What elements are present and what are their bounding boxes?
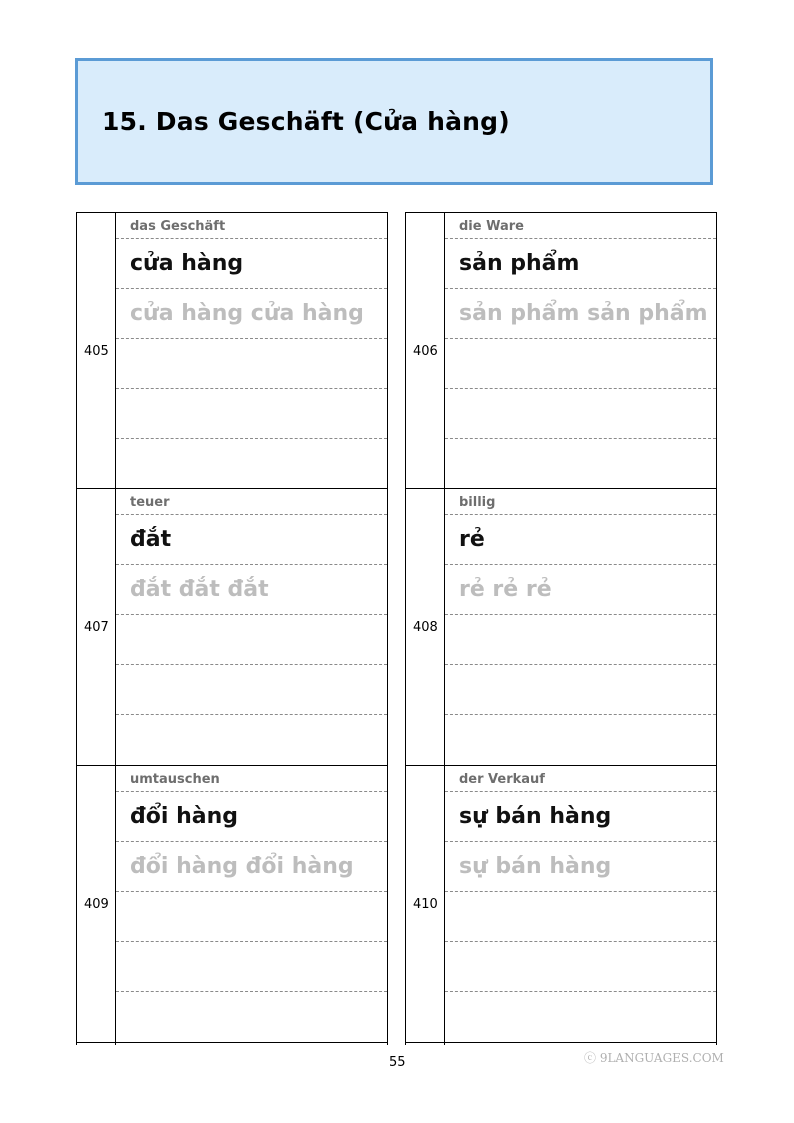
tracing-text: đắt đắt đắt (130, 577, 269, 602)
vietnamese-word: đắt (130, 527, 172, 552)
guide-line (445, 614, 716, 615)
card-number: 408 (413, 620, 438, 635)
number-column (406, 489, 445, 765)
guide-line (445, 841, 716, 842)
guide-line (116, 614, 387, 615)
card-number: 407 (84, 620, 109, 635)
vocab-card (405, 488, 717, 765)
writing-area (116, 489, 387, 765)
crop-tick (405, 1040, 406, 1045)
tracing-text: sản phẩm sản phẩm (459, 301, 708, 326)
card-number: 409 (84, 897, 109, 912)
guide-line (116, 514, 387, 515)
number-column (77, 489, 116, 765)
guide-line (445, 288, 716, 289)
guide-line (445, 891, 716, 892)
guide-line (116, 991, 387, 992)
german-term: umtauschen (130, 772, 220, 787)
card-number: 410 (413, 897, 438, 912)
crop-tick (387, 1040, 388, 1045)
writing-area (445, 766, 716, 1042)
vocab-card (405, 765, 717, 1043)
german-term: teuer (130, 495, 170, 510)
number-column (406, 213, 445, 489)
tracing-text: sự bán hàng (459, 854, 612, 879)
vietnamese-word: rẻ (459, 527, 485, 552)
guide-line (116, 791, 387, 792)
guide-line (116, 891, 387, 892)
guide-line (445, 388, 716, 389)
writing-area (445, 489, 716, 765)
writing-area (445, 213, 716, 489)
guide-line (445, 238, 716, 239)
guide-line (116, 288, 387, 289)
crop-tick (716, 1040, 717, 1045)
crop-tick (444, 1040, 445, 1045)
german-term: das Geschäft (130, 219, 226, 234)
guide-line (445, 941, 716, 942)
tracing-text: đổi hàng đổi hàng (130, 854, 354, 879)
vocab-card (405, 212, 717, 489)
page-title: 15. Das Geschäft (Cửa hàng) (102, 107, 510, 136)
guide-line (445, 714, 716, 715)
vietnamese-word: sự bán hàng (459, 804, 612, 829)
writing-area (116, 213, 387, 489)
vocab-card (76, 212, 388, 489)
guide-line (116, 438, 387, 439)
german-term: billig (459, 495, 496, 510)
vietnamese-word: cửa hàng (130, 251, 244, 276)
title-banner (75, 58, 713, 185)
copyright-notice: ⓒ 9LANGUAGES.COM (584, 1051, 724, 1065)
crop-tick (115, 1040, 116, 1045)
guide-line (445, 664, 716, 665)
number-column (406, 766, 445, 1042)
guide-line (116, 941, 387, 942)
card-number: 406 (413, 344, 438, 359)
card-number: 405 (84, 344, 109, 359)
number-column (77, 766, 116, 1042)
guide-line (116, 238, 387, 239)
crop-tick (76, 1040, 77, 1045)
guide-line (445, 438, 716, 439)
number-column (77, 213, 116, 489)
writing-area (116, 766, 387, 1042)
vietnamese-word: sản phẩm (459, 251, 580, 276)
guide-line (116, 564, 387, 565)
guide-line (116, 841, 387, 842)
guide-line (445, 514, 716, 515)
tracing-text: rẻ rẻ rẻ (459, 577, 552, 602)
guide-line (116, 714, 387, 715)
guide-line (445, 564, 716, 565)
page-number: 55 (389, 1055, 406, 1070)
vocab-card (76, 488, 388, 765)
guide-line (116, 338, 387, 339)
guide-line (116, 664, 387, 665)
guide-line (445, 791, 716, 792)
vietnamese-word: đổi hàng (130, 804, 238, 829)
guide-line (445, 338, 716, 339)
german-term: die Ware (459, 219, 524, 234)
guide-line (116, 388, 387, 389)
vocab-card (76, 765, 388, 1043)
guide-line (445, 991, 716, 992)
german-term: der Verkauf (459, 772, 545, 787)
tracing-text: cửa hàng cửa hàng (130, 301, 364, 326)
